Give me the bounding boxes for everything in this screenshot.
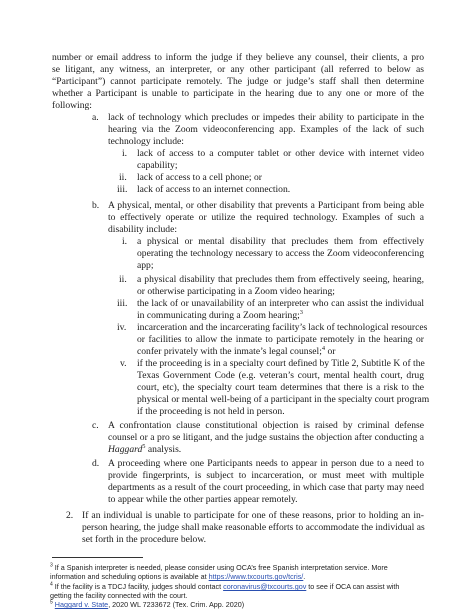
item-b-iv-line: incarceration and the incarcerating facility’s lack of technological resources bbox=[137, 322, 428, 333]
item-c-marker: c. bbox=[92, 420, 99, 431]
intro-line: se litigant, any witness, an interpreter, or any other participant (all referred to below as bbox=[52, 64, 424, 75]
item-b-ii-line: or otherwise participating in a Zoom video hearing; bbox=[137, 286, 335, 297]
item-c-line: A confrontation clause constitutional objection is raised by criminal defense bbox=[108, 420, 424, 431]
footnote-5 bbox=[50, 600, 244, 609]
footnote-4-tail: to see if OCA can assist with bbox=[306, 582, 400, 591]
footnote-4-number: 4 bbox=[50, 581, 53, 588]
item-c-tail: analysis. bbox=[145, 444, 182, 455]
footnote-3-link[interactable]: https://www.txcourts.gov/tcris/ bbox=[208, 572, 304, 581]
footnote-ref-4[interactable]: 4 bbox=[321, 344, 326, 352]
item-b-iv-line: or facilities to allow the inmate to participate remotely in the hearing or bbox=[137, 334, 424, 345]
footnote-3-number: 3 bbox=[50, 562, 53, 569]
item-b-iii-marker: iii. bbox=[117, 298, 128, 309]
footnote-3-cont bbox=[50, 572, 305, 581]
item-a-ii-line: lack of access to a cell phone; or bbox=[137, 172, 262, 183]
item-a-marker: a. bbox=[92, 112, 99, 123]
item-a-ii-marker: ii. bbox=[119, 172, 127, 183]
item-b-ii-marker: ii. bbox=[119, 274, 127, 285]
item-a-i-marker: i. bbox=[122, 148, 128, 159]
item-b-iii-text: in communicating during a Zoom hearing; bbox=[137, 310, 300, 321]
item-2-line: set forth in the procedure below. bbox=[82, 534, 207, 545]
item-b-i-marker: i. bbox=[122, 236, 128, 247]
item-b-i-line: operating the technology necessary to access the Zoom videoconferencing bbox=[137, 248, 424, 259]
item-a-i-line: capability; bbox=[137, 160, 178, 171]
item-2-line: person hearing, the judge shall make reasonable efforts to accommodate the individual as bbox=[82, 522, 425, 533]
item-c-line: counsel or a pro se litigant, and the judge sustains the objection after conducting a bbox=[108, 432, 424, 443]
item-c-line bbox=[108, 444, 181, 456]
footnote-4-text: If the facility is a TDCJ facility, judges should contact bbox=[52, 582, 224, 591]
item-d-line: to appear while the other parties appear remotely. bbox=[108, 494, 298, 505]
item-a-i-line: lack of access to a computer tablet or other device with internet video bbox=[137, 148, 424, 159]
item-b-iv-marker: iv. bbox=[117, 322, 127, 333]
item-b-iv-line bbox=[137, 346, 335, 358]
footnote-3-text: information and scheduling options is available at bbox=[50, 572, 209, 581]
footnote-4-cont: getting the facility connected with the court. bbox=[50, 591, 188, 600]
intro-line: whether a Participant is unable to participate in the hearing due to any one or more of the bbox=[52, 88, 424, 99]
item-b-iii-line: the lack of or unavailability of an interpreter who can assist the individual bbox=[137, 298, 424, 309]
footnote-separator bbox=[52, 557, 143, 558]
item-b-line: disability include: bbox=[108, 224, 178, 235]
item-b-marker: b. bbox=[92, 200, 100, 211]
case-name-haggard: Haggard bbox=[108, 444, 143, 455]
item-d-line: provide fingerprints, is subject to incarceration, or must meet with multiple bbox=[108, 470, 424, 481]
footnote-5-number: 5 bbox=[50, 599, 53, 606]
item-d-line: A proceeding where one Participants needs to appear in person due to a need to bbox=[108, 458, 424, 469]
intro-line: following: bbox=[52, 100, 92, 111]
item-b-v-line: physical or mental well-being of a participant in the specialty court program bbox=[137, 394, 430, 405]
item-a-iii-marker: iii. bbox=[117, 184, 128, 195]
footnote-ref-5[interactable]: 5 bbox=[142, 442, 146, 450]
item-b-line: A physical, mental, or other disability that prevents a Participant from being able bbox=[108, 200, 424, 211]
footnote-4 bbox=[50, 582, 399, 591]
footnote-ref-3[interactable]: 3 bbox=[299, 308, 303, 316]
item-b-iv-text: confer privately with the inmate’s legal counsel; bbox=[137, 346, 322, 357]
item-b-i-line: a physical or mental disability that precludes them from effectively bbox=[137, 236, 424, 247]
footnote-5-case-link[interactable]: Haggard v. State bbox=[54, 600, 109, 609]
item-d-line: departments as a result of the court proceeding, in which case that party may need bbox=[108, 482, 424, 493]
item-a-line: hearing via the Zoom videoconferencing app. Examples of the lack of such bbox=[108, 124, 424, 135]
item-b-v-line: if the proceeding is not held in person. bbox=[137, 406, 285, 417]
item-d-marker: d. bbox=[92, 458, 100, 469]
item-a-line: technology include: bbox=[108, 136, 184, 147]
item-b-i-line: app; bbox=[137, 260, 154, 271]
item-a-line: lack of technology which precludes or impedes their ability to participate in the bbox=[108, 112, 424, 123]
item-b-v-line: if the proceeding is in a specialty court defined by Title 2, Subtitle K of the bbox=[137, 358, 425, 369]
item-a-iii-line: lack of access to an internet connection. bbox=[137, 184, 291, 195]
item-b-ii-line: a physical disability that precludes them from effectively seeing, hearing, bbox=[137, 274, 424, 285]
footnote-3-text: If a Spanish interpreter is needed, please consider using OCA’s free Spanish interpretation service. More bbox=[52, 563, 388, 572]
item-b-v-line: Texas Government Code (e.g. veteran’s court, mental health court, drug bbox=[137, 370, 424, 381]
item-b-v-line: court, etc), the specialty court team determines that there is a risk to the bbox=[137, 382, 424, 393]
item-b-iii-line bbox=[137, 310, 303, 322]
footnote-3 bbox=[50, 563, 388, 572]
footnote-5-text: , 2020 WL 7233672 (Tex. Crim. App. 2020) bbox=[108, 600, 245, 609]
intro-line: “Participant”) cannot participate remotely. The judge or judge’s staff shall then determine bbox=[52, 76, 424, 87]
footnote-4-email-link[interactable]: coronavirus@txcourts.gov bbox=[223, 582, 307, 591]
item-b-v-marker: v. bbox=[120, 358, 127, 369]
intro-line: number or email address to inform the judge if they believe any counsel, their clients, a pro bbox=[52, 52, 424, 63]
item-2-line: If an individual is unable to participate for one of these reasons, prior to holding an in- bbox=[82, 510, 424, 521]
footnote-3-tail: . bbox=[303, 572, 306, 581]
item-b-line: to effectively operate or utilize the required technology. Examples of such a bbox=[108, 212, 424, 223]
item-b-iv-tail: or bbox=[325, 346, 336, 357]
item-2-marker: 2. bbox=[66, 510, 74, 521]
